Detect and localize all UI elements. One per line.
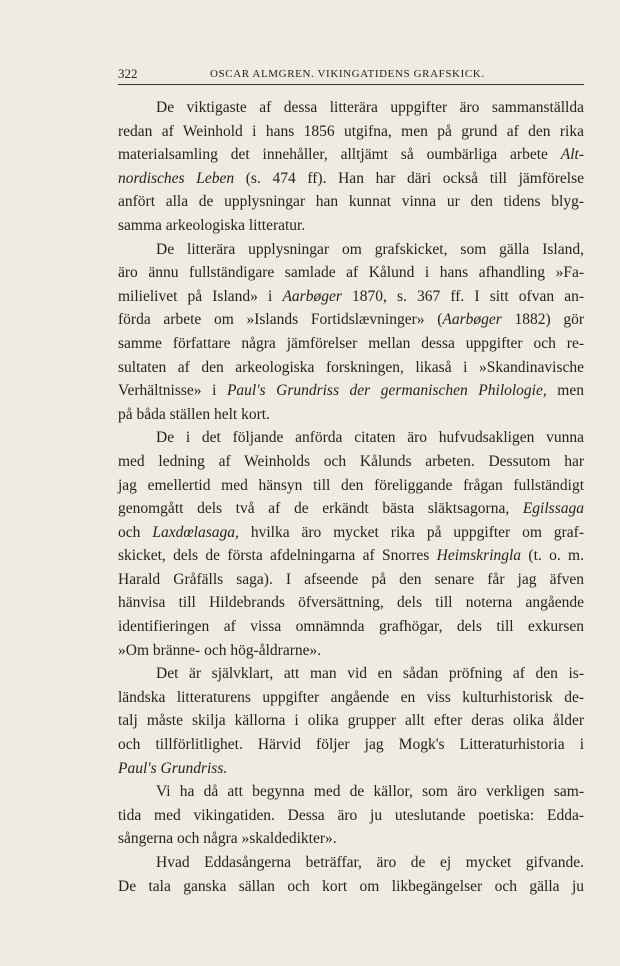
italic-title: Aarbøger bbox=[282, 287, 342, 305]
text-line bbox=[118, 190, 584, 214]
text-run: Hvad Eddasångerna beträffar, äro de ej mycket gifvande. bbox=[156, 854, 584, 871]
text-line bbox=[118, 662, 584, 686]
text-run: Verhältnisse» i bbox=[118, 382, 227, 400]
text-run: och tillförlitlighet. Härvid följer jag Mogk's Litteraturhistoria i bbox=[118, 736, 584, 754]
text-run: De tala ganska sällan och kort om likbegängelser och gälla ju bbox=[118, 877, 584, 895]
text-line bbox=[118, 426, 584, 450]
text-run: tida med vikingatiden. Dessa äro ju uteslutande poetiska: Edda- bbox=[118, 806, 584, 824]
text-run: Det är självklart, att man vid en sådan pröfning af den is- bbox=[156, 665, 584, 683]
text-line bbox=[118, 167, 584, 191]
running-title: OSCAR ALMGREN. VIKINGATIDENS GRAFSKICK. bbox=[210, 68, 485, 80]
body-text bbox=[118, 96, 584, 898]
text-line bbox=[118, 261, 584, 285]
text-line bbox=[118, 497, 584, 521]
text-line bbox=[118, 544, 584, 568]
text-line bbox=[118, 120, 584, 144]
text-run: och bbox=[118, 523, 153, 541]
italic-title: nordisches Leben bbox=[118, 169, 235, 187]
text-line bbox=[118, 474, 584, 498]
page-number: 322 bbox=[118, 66, 138, 81]
text-run: (t. o. m. bbox=[521, 547, 584, 565]
text-run: materialsamling det innehåller, alltjämt så oumbärliga arbete bbox=[118, 146, 561, 164]
text-run: samme författare några jämförelser mellan dessa uppgifter och re- bbox=[118, 334, 584, 352]
italic-title: Alt- bbox=[560, 146, 584, 164]
text-run: på båda ställen helt kort. bbox=[118, 405, 270, 423]
text-run: ländska litteraturens uppgifter angående en viss kulturhistorisk de- bbox=[118, 688, 584, 706]
paragraph bbox=[118, 96, 584, 238]
text-line bbox=[118, 851, 584, 875]
page-header bbox=[118, 64, 584, 85]
text-line bbox=[118, 308, 584, 332]
italic-title: Aarbøger bbox=[442, 311, 502, 329]
text-run: äro ännu fullständigare samlade af Kålund i hans afhandling »Fa- bbox=[118, 264, 584, 282]
text-line bbox=[118, 356, 584, 380]
text-line bbox=[118, 214, 584, 238]
text-run: hvilka äro mycket rika på uppgifter om graf- bbox=[238, 523, 584, 541]
text-run: De litterära upplysningar om grafskicket, som gälla Island, bbox=[156, 240, 584, 258]
text-line bbox=[118, 686, 584, 710]
italic-title: Paul's Grundriss. bbox=[118, 759, 228, 777]
text-line bbox=[118, 450, 584, 474]
text-line bbox=[118, 780, 584, 804]
text-run: sångerna och några »skaldedikter». bbox=[118, 830, 337, 848]
text-line bbox=[118, 757, 584, 781]
text-run: talj måste skilja källorna i olika grupper allt efter deras olika ålder bbox=[118, 712, 584, 730]
text-line bbox=[118, 615, 584, 639]
text-line bbox=[118, 804, 584, 828]
italic-title: Laxdœlasaga, bbox=[152, 523, 239, 541]
text-run: Harald Gråfälls saga). I afseende på den senare får jag äfven bbox=[118, 570, 584, 588]
text-line bbox=[118, 238, 584, 262]
text-run: men bbox=[546, 382, 584, 400]
text-line bbox=[118, 827, 584, 851]
text-line bbox=[118, 568, 584, 592]
paragraph bbox=[118, 662, 584, 780]
text-run: samma arkeologiska litteratur. bbox=[118, 216, 306, 234]
text-line bbox=[118, 285, 584, 309]
text-run: anfört alla de upplysningar han kunnat vinna ur den tidens blyg- bbox=[118, 193, 584, 211]
italic-title: Paul's Grundriss der germanischen Philologie, bbox=[226, 382, 547, 400]
text-run: identifieringen af vissa omnämnda grafhögar, dels till exkursen bbox=[118, 618, 584, 636]
text-run: sultaten af den arkeologiska forskningen, likaså i »Skandinavische bbox=[118, 358, 584, 376]
text-run: redan af Weinhold i hans 1856 utgifna, men på grund af den rika bbox=[118, 122, 584, 140]
text-line bbox=[118, 591, 584, 615]
italic-title: Heimskringla bbox=[436, 547, 522, 565]
text-run: De i det följande anförda citaten äro hufvudsakligen vunna bbox=[156, 429, 584, 447]
text-run: förda arbete om »Islands Fortidslævninger» ( bbox=[118, 311, 443, 329]
text-line bbox=[118, 875, 584, 899]
text-run: 1870, s. 367 ff. I sitt ofvan an- bbox=[341, 287, 584, 305]
text-line bbox=[118, 403, 584, 427]
paragraph bbox=[118, 238, 584, 427]
text-run: genomgått dels två af de erkändt bästa släktsagorna, bbox=[118, 500, 523, 518]
text-run: Vi ha då att begynna med de källor, som äro verkligen sam- bbox=[156, 783, 584, 801]
text-run: jag emellertid med hänsyn till den föreliggande frågan fullständigt bbox=[118, 476, 584, 494]
text-line bbox=[118, 709, 584, 733]
text-run: De viktigaste af dessa litterära uppgifter äro sammanställda bbox=[156, 99, 584, 116]
text-run: med ledning af Weinholds och Kålunds arbeten. Dessutom har bbox=[118, 452, 584, 470]
text-line bbox=[118, 143, 584, 167]
paragraph bbox=[118, 851, 584, 898]
text-line bbox=[118, 96, 584, 120]
text-run: milielivet på Island» i bbox=[118, 287, 283, 305]
text-run: skicket, dels de första afdelningarna af Snorres bbox=[118, 547, 437, 565]
paragraph bbox=[118, 426, 584, 662]
text-line bbox=[118, 332, 584, 356]
text-line bbox=[118, 639, 584, 663]
text-run: 1882) gör bbox=[501, 311, 585, 329]
text-run: hänvisa till Hildebrands öfversättning, dels till noterna angående bbox=[118, 594, 584, 612]
text-run: (s. 474 ff). Han har däri också till jämförelse bbox=[234, 169, 585, 187]
italic-title: Egilssaga bbox=[522, 500, 584, 518]
paragraph bbox=[118, 780, 584, 851]
text-line bbox=[118, 379, 584, 403]
text-line bbox=[118, 521, 584, 545]
text-line bbox=[118, 733, 584, 757]
text-run: »Om bränne- och hög-åldrarne». bbox=[118, 641, 322, 659]
